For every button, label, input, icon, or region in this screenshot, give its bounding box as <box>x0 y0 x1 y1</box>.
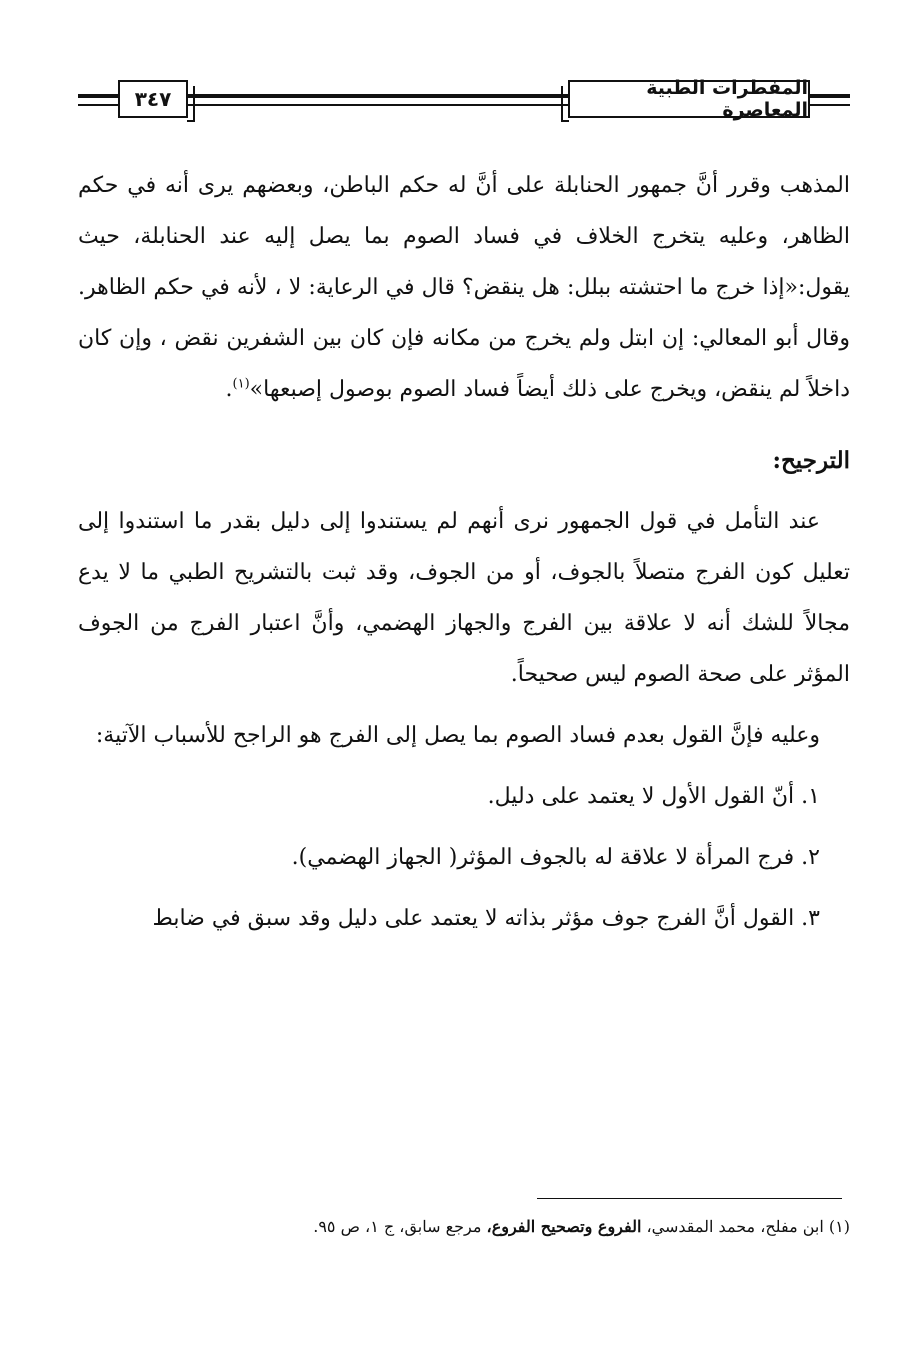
list-item-1: ١. أنّ القول الأول لا يعتمد على دليل. <box>487 784 820 809</box>
footnote-marker: (١) <box>828 1217 850 1236</box>
list-item-3: ٣. القول أنَّ الفرج جوف مؤثر بذاته لا يعتمد على دليل وقد سبق في ضابط <box>152 906 820 931</box>
paragraph-3: وعليه فإنَّ القول بعدم فساد الصوم بما يصل إلى الفرج هو الراجح للأسباب الآتية: <box>95 723 820 748</box>
footnote-ref: (١) <box>232 376 250 392</box>
footnote-work-title: الفروع وتصحيح الفروع، <box>486 1217 642 1236</box>
footnote-author: ابن مفلح، محمد المقدسي، <box>646 1217 824 1236</box>
footnote-separator <box>537 1198 842 1199</box>
header-rule-middle-thin <box>188 104 568 106</box>
header-rule-left-thin <box>78 104 118 106</box>
footnote <box>78 1214 850 1240</box>
page-body <box>78 160 850 944</box>
list-item-2: ٢. فرج المرأة لا علاقة له بالجوف المؤثر( الجهاز الهضمي). <box>291 845 820 870</box>
paragraph-1-text: المذهب وقرر أنَّ جمهور الحنابلة على أنَّ له حكم الباطن، وبعضهم يرى أنه في حكم الظاهر، وعليه يتخرج الخلاف في فساد الصوم بما يصل إليه عند الحنابلة، حيث يقول:«إذا خرج ما احتشته ببلل: هل ينقض؟ قال في الرعاية: لا ، لأنه في حكم الظاهر. وقال أبو المعالي: إن ابتل ولم يخرج من مكانه فإن كان بين الشفرين نقض ، وإن كان داخلاً لم ينقض، ويخرج على ذلك أيضاً فساد الصوم بوصول إصبعها» <box>78 173 850 402</box>
paragraph-1 <box>78 160 850 415</box>
section-heading: الترجيح: <box>772 447 850 474</box>
paragraph-2: عند التأمل في قول الجمهور نرى أنهم لم يستندوا إلى دليل بقدر ما استندوا إلى تعليل كون الفرج متصلاً بالجوف، أو من الجوف، وقد ثبت بالتشريح الطبي ما لا يدع مجالاً للشك أنه لا علاقة بين الفرج والجهاز الهضمي، وأنَّ اعتبار الفرج من الجوف المؤثر على صحة الصوم ليس صحيحاً. <box>78 509 850 687</box>
running-header <box>78 74 850 130</box>
header-rule-left <box>78 94 118 98</box>
book-title: المفطرات الطبية المعاصرة <box>568 80 810 118</box>
header-rule-middle <box>188 94 568 98</box>
paragraph-1-end: . <box>225 377 233 402</box>
header-rule-right <box>810 94 850 98</box>
page-number: ٣٤٧ <box>118 80 188 118</box>
footnote-citation: مرجع سابق، ج ١، ص ٩٥. <box>313 1217 482 1236</box>
header-rule-right-thin <box>810 104 850 106</box>
